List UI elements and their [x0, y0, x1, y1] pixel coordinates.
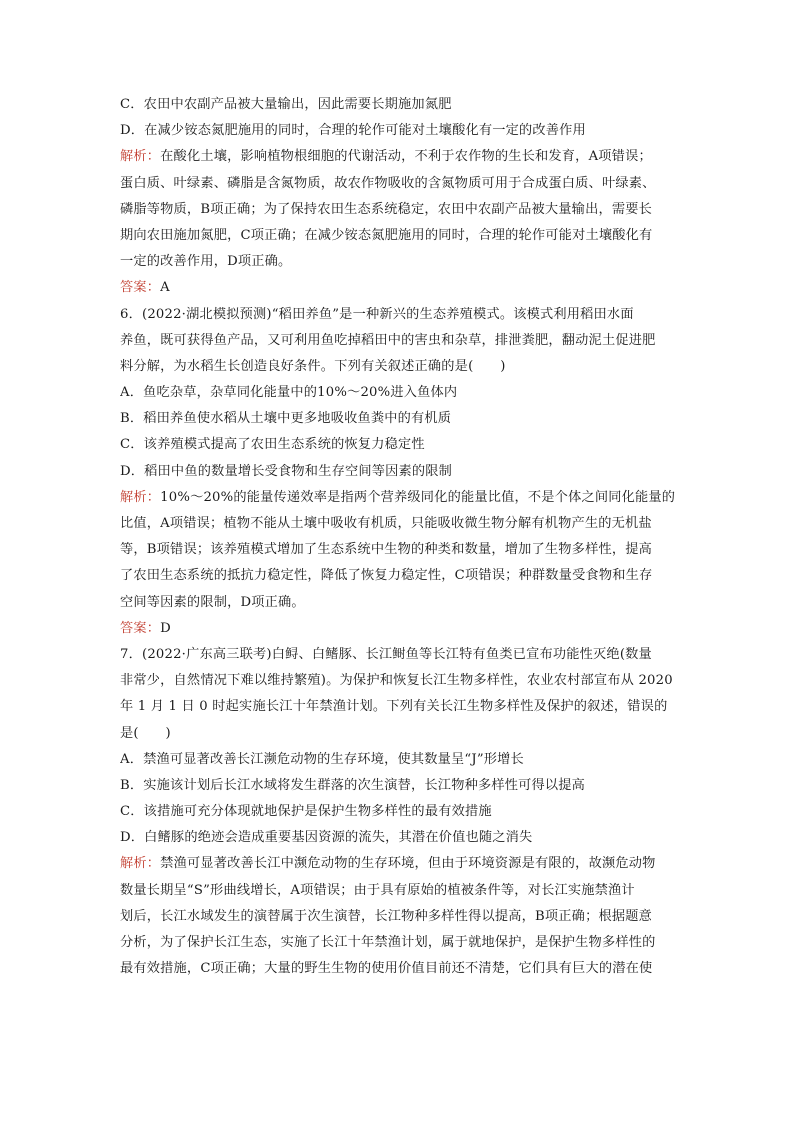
q7-stem-line-1: 7．(2022·广东高三联考)白鲟、白鳍豚、长江鲥鱼等长江特有鱼类已宣布功能性灭绝(数量 [120, 646, 652, 662]
q6-analysis-line-2: 比值，A项错误；植物不能从土壤中吸收有机质，只能吸收微生物分解有机物产生的无机盐 [120, 516, 652, 531]
q6-analysis-line-1 [120, 485, 680, 511]
q6-stem-line-2: 养鱼，既可获得鱼产品，又可利用鱼吃掉稻田中的害虫和杂草，排泄粪肥，翻动泥土促进肥 [120, 332, 656, 348]
q7-analysis-line-3: 划后，长江水域发生的演替属于次生演替，长江物种多样性得以提高，B项正确；根据题意 [120, 908, 652, 924]
q7-analysis-line-4: 分析，为了保护长江生态，实施了长江十年禁渔计划，属于就地保护，是保护生物多样性的 [120, 935, 656, 950]
q7-option-b: B．实施该计划后长江水域将发生群落的次生演替，长江物种多样性可得以提高 [120, 777, 586, 793]
q5-analysis-line-5: 一定的改善作用，D项正确。 [120, 254, 292, 270]
q7-analysis-line-2: 数量长期呈“S”形曲线增长，A项错误；由于具有原始的植被条件等，对长江实施禁渔计 [120, 882, 635, 898]
q5-analysis-line-3: 磷脂等物质，B项正确；为了保持农田生态系统稳定，农田中农副产品被大量输出，需要长 [120, 201, 652, 217]
q7-option-d: D．白鳍豚的绝迹会造成重要基因资源的流失，其潜在价值也随之消失 [120, 830, 533, 846]
q6-stem-line-1: 6．(2022·湖北模拟预测)“稻田养鱼”是一种新兴的生态养殖模式。该模式利用稻田水面 [120, 306, 634, 322]
q6-option-c: C．该养殖模式提高了农田生态系统的恢复力稳定性 [120, 437, 425, 453]
q6-analysis-text: 10%～20%的能量传递效率是指两个营养级同化的能量比值，不是个体之间同化能量的 [160, 489, 676, 505]
q5-analysis-text: 在酸化土壤，影响植物根细胞的代谢活动，不利于农作物的生长和发育，A项错误； [160, 149, 652, 165]
q7-stem-line-4: 是( ) [120, 725, 171, 741]
q7-stem-line-3: 年 1 月 1 日 0 时起实施长江十年禁渔计划。下列有关长江生物多样性及保护的叙述，错误的 [120, 699, 668, 715]
q7-option-a: A．禁渔可显著改善长江濒危动物的生存环境，使其数量呈“J”形增长 [120, 751, 524, 767]
q7-analysis-label: 解析： [120, 856, 161, 872]
q5-answer-label: 答案： [120, 280, 161, 296]
q5-analysis-label: 解析： [120, 149, 161, 165]
q5-answer-value: A [160, 280, 170, 296]
q5-analysis-line-4: 期向农田施加氮肥，C项正确；在减少铵态氮肥施用的同时，合理的轮作可能对土壤酸化有 [120, 227, 653, 243]
q6-option-a: A．鱼吃杂草，杂草同化能量中的10%～20%进入鱼体内 [120, 385, 458, 401]
q7-analysis-line-1 [120, 851, 680, 877]
q6-analysis-label: 解析： [120, 489, 161, 505]
q7-analysis-line-5: 最有效措施，C项正确；大量的野生生物的使用价值目前还不清楚，它们具有巨大的潜在使 [120, 961, 653, 977]
q7-analysis-text: 禁渔可显著改善长江中濒危动物的生存环境，但由于环境资源是有限的，故濒危动物 [160, 856, 656, 872]
q5-option-d: D．在减少铵态氮肥施用的同时，合理的轮作可能对土壤酸化有一定的改善作用 [120, 123, 586, 139]
q6-analysis-line-3: 等，B项错误；该养殖模式增加了生态系统中生物的种类和数量，增加了生物多样性，提高 [120, 542, 652, 558]
q5-answer [120, 275, 680, 301]
q6-answer-label: 答案： [120, 620, 161, 636]
q7-option-c: C．该措施可充分体现就地保护是保护生物多样性的最有效措施 [120, 804, 492, 820]
q5-analysis-line-2: 蛋白质、叶绿素、磷脂是含氮物质，故农作物吸收的含氮物质可用于合成蛋白质、叶绿素、 [120, 175, 656, 191]
q6-analysis-line-5: 空间等因素的限制，D项正确。 [120, 594, 305, 610]
document-page [120, 92, 680, 982]
q6-stem-line-3: 料分解，为水稻生长创造良好条件。下列有关叙述正确的是( ) [120, 358, 506, 374]
q6-answer [120, 616, 680, 642]
q7-stem-line-2: 非常少，自然情况下难以维持繁殖)。为保护和恢复长江生物多样性，农业农村部宣布从 2020 [120, 673, 673, 689]
q6-option-b: B．稻田养鱼使水稻从土壤中更多地吸收鱼粪中的有机质 [120, 411, 452, 427]
q6-analysis-line-4: 了农田生态系统的抵抗力稳定性，降低了恢复力稳定性，C项错误；种群数量受食物和生存 [120, 568, 653, 584]
q6-option-d: D．稻田中鱼的数量增长受食物和生存空间等因素的限制 [120, 463, 453, 479]
q5-analysis-line-1 [120, 144, 680, 170]
q6-answer-value: D [160, 620, 171, 636]
q5-option-c: C．农田中农副产品被大量输出，因此需要长期施加氮肥 [120, 97, 452, 112]
